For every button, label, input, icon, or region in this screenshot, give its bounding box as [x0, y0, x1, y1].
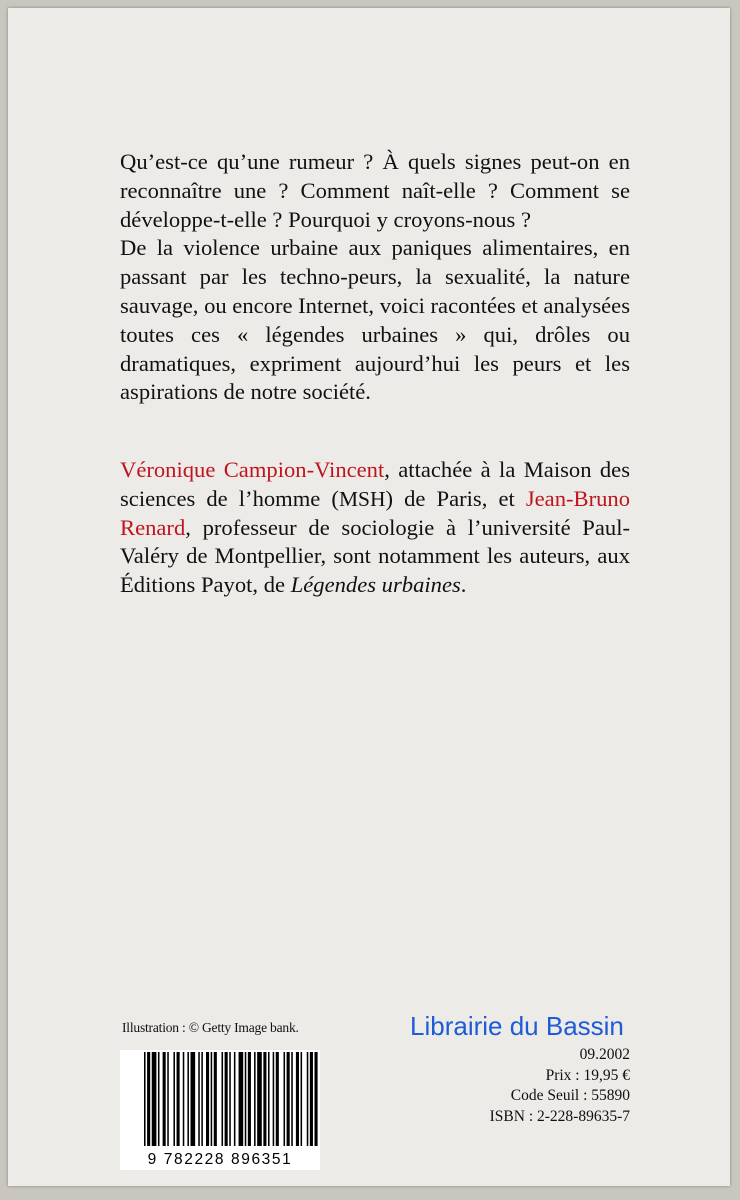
book-title: Légendes urbaines — [290, 572, 461, 598]
publication-date: 09.2002 — [579, 1046, 630, 1063]
blurb-description: De la violence urbaine aux paniques alimentaires, en passant par les techno-peurs, la sexualité, la nature sauvage, ou encore Internet, voici racontées et analysées toutes ces « légendes urbaines » qui, drôles ou dramatiques, expriment aujourd’hui les peurs et les aspirations de notre société. — [120, 235, 631, 405]
blurb — [120, 148, 630, 407]
bookstore-stamp: Librairie du Bassin — [410, 1011, 624, 1041]
author-name-2: Jean-Bruno Renard — [120, 485, 630, 540]
bio-text-3: , professeur de sociologie à l’université Paul-Valéry de Montpellier, sont notamment les auteurs, aux Éditions Payot, de — [120, 514, 630, 598]
bio-text-2: ) de Paris, et — [385, 485, 526, 511]
barcode-digits: 9 782228 896351 — [147, 1151, 293, 1168]
isbn: ISBN : 2-228-89635-7 — [489, 1107, 630, 1125]
price: Prix : 19,95 € — [545, 1066, 630, 1084]
author-name-1: Véronique Campion-Vincent — [120, 457, 385, 482]
illustration-credit: Illustration : © Getty Image bank. — [122, 1020, 299, 1035]
bio-text-4: . — [460, 572, 467, 598]
seuil-code: Code Seuil : 55890 — [510, 1087, 630, 1104]
bio-text-1: , attachée à la Maison des sciences de l’homme ( — [120, 457, 630, 511]
msh-abbreviation: MSH — [338, 486, 386, 511]
author-bio — [120, 456, 630, 600]
barcode-graphic — [120, 1050, 320, 1170]
back-cover — [8, 8, 730, 1186]
blurb-questions: Qu’est-ce qu’une rumeur ? À quels signes peut-on en reconnaître une ? Comment naît-elle ? Comment se développe-t-elle ? Pourquoi y croyons-nous ? — [120, 149, 630, 232]
barcode — [120, 1050, 320, 1170]
publication-info — [490, 1045, 630, 1127]
